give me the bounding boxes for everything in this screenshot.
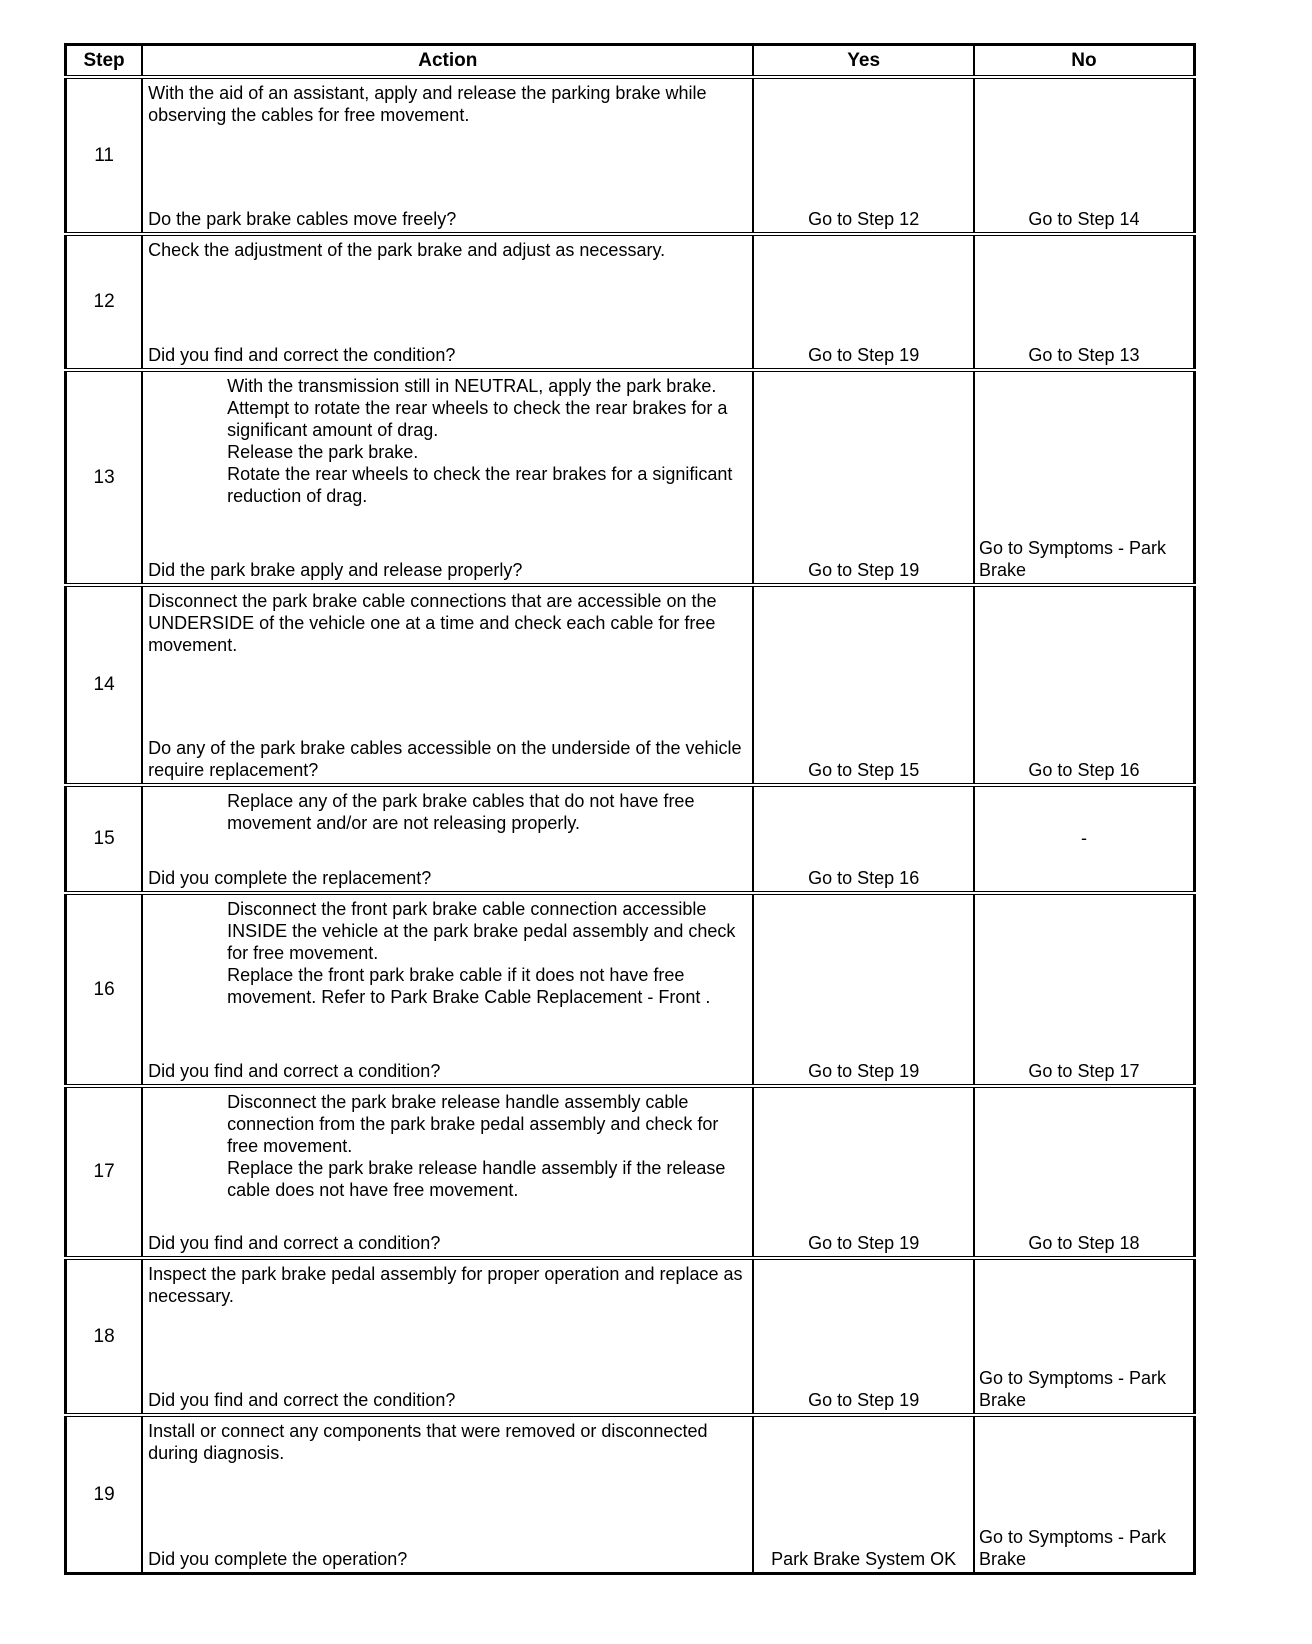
step-number: 18	[66, 1258, 143, 1415]
header-row	[66, 45, 1195, 78]
table-row	[66, 785, 1195, 893]
action-text: Disconnect the front park brake cable connection accessible INSIDE the vehicle at the park brake pedal assembly and check for free movement.	[227, 899, 736, 963]
no-result: Go to Symptoms - Park Brake	[978, 538, 1166, 580]
action-text: Rotate the rear wheels to check the rear brakes for a significant reduction of drag.	[227, 464, 733, 506]
no-result: Go to Step 13	[1028, 345, 1140, 365]
action-text: With the aid of an assistant, apply and release the parking brake while observing the cables for free movement.	[148, 83, 707, 125]
table-row	[66, 1415, 1195, 1574]
action-intro	[148, 590, 748, 656]
action-intro	[148, 82, 748, 126]
action-text: Attempt to rotate the rear wheels to check the rear brakes for a significant amount of drag.	[227, 398, 728, 440]
yes-cell	[753, 785, 974, 893]
table-row	[66, 77, 1195, 234]
no-result: Go to Step 18	[1028, 1233, 1140, 1253]
table-row	[66, 370, 1195, 585]
action-intro	[148, 1263, 748, 1307]
no-result: Go to Symptoms - Park Brake	[978, 1527, 1166, 1569]
table-row	[66, 1258, 1195, 1415]
step-number: 13	[66, 370, 143, 585]
step-number: 15	[66, 785, 143, 893]
action-cell	[142, 893, 753, 1086]
action-question: Did you complete the replacement?	[148, 868, 432, 888]
action-cell	[142, 234, 753, 370]
diagnostic-table	[64, 43, 1196, 1575]
action-cell	[142, 1415, 753, 1574]
header-step: Step	[66, 45, 143, 78]
step-number: 19	[66, 1415, 143, 1574]
action-text: Replace the front park brake cable if it does not have free movement. Refer to Park Brake Cable Replacement - Front .	[227, 965, 711, 1007]
yes-cell	[753, 77, 974, 234]
yes-result: Go to Step 16	[808, 868, 920, 888]
action-question: Did you find and correct a condition?	[148, 1233, 441, 1253]
action-intro	[148, 790, 748, 834]
step-number: 11	[66, 77, 143, 234]
step-number: 12	[66, 234, 143, 370]
header-no: No	[974, 45, 1195, 78]
action-question: Did the park brake apply and release properly?	[148, 560, 523, 580]
action-text: Replace any of the park brake cables that do not have free movement and/or are not releasing properly.	[227, 791, 695, 833]
table-row	[66, 234, 1195, 370]
action-question: Do any of the park brake cables accessible on the underside of the vehicle require replacement?	[148, 738, 742, 780]
action-text: Inspect the park brake pedal assembly for proper operation and replace as necessary.	[148, 1264, 743, 1306]
table-row	[66, 1086, 1195, 1258]
action-question: Did you find and correct a condition?	[148, 1061, 441, 1081]
action-text: Check the adjustment of the park brake and adjust as necessary.	[148, 240, 666, 260]
action-text: With the transmission still in NEUTRAL, apply the park brake.	[227, 376, 717, 396]
yes-result: Go to Step 19	[808, 345, 920, 365]
action-question: Did you complete the operation?	[148, 1549, 408, 1569]
no-result: Go to Step 16	[1028, 760, 1140, 780]
action-intro	[148, 1420, 748, 1464]
step-number: 14	[66, 585, 143, 785]
no-cell	[974, 585, 1195, 785]
action-cell	[142, 785, 753, 893]
yes-cell	[753, 1258, 974, 1415]
no-cell	[974, 370, 1195, 585]
no-cell	[974, 1415, 1195, 1574]
yes-result: Go to Step 19	[808, 1233, 920, 1253]
no-result: Go to Symptoms - Park Brake	[978, 1368, 1166, 1410]
table-row	[66, 893, 1195, 1086]
action-intro	[148, 898, 748, 1008]
yes-result: Park Brake System OK	[771, 1549, 957, 1569]
action-question: Did you find and correct the condition?	[148, 1390, 456, 1410]
yes-result: Go to Step 12	[808, 209, 920, 229]
no-result: Go to Step 17	[1028, 1061, 1140, 1081]
action-text: Disconnect the park brake release handle assembly cable connection from the park brake pedal assembly and check for free movement.	[227, 1092, 719, 1156]
no-cell	[974, 1258, 1195, 1415]
action-cell	[142, 1258, 753, 1415]
yes-result: Go to Step 19	[808, 1061, 920, 1081]
action-intro	[148, 239, 748, 261]
table-row	[66, 585, 1195, 785]
action-cell	[142, 77, 753, 234]
no-result: -	[1080, 828, 1087, 848]
yes-cell	[753, 234, 974, 370]
no-cell	[974, 785, 1195, 893]
no-result: Go to Step 14	[1028, 209, 1140, 229]
action-question: Do the park brake cables move freely?	[148, 209, 457, 229]
step-number: 16	[66, 893, 143, 1086]
no-cell	[974, 77, 1195, 234]
yes-cell	[753, 370, 974, 585]
yes-cell	[753, 585, 974, 785]
action-intro	[148, 1091, 748, 1201]
header-yes: Yes	[753, 45, 974, 78]
yes-result: Go to Step 19	[808, 560, 920, 580]
action-text: Replace the park brake release handle assembly if the release cable does not have free movement.	[227, 1158, 726, 1200]
yes-result: Go to Step 19	[808, 1390, 920, 1410]
action-question: Did you find and correct the condition?	[148, 345, 456, 365]
header-action: Action	[142, 45, 753, 78]
action-cell	[142, 370, 753, 585]
action-intro	[148, 375, 748, 507]
no-cell	[974, 234, 1195, 370]
yes-cell	[753, 1415, 974, 1574]
action-text: Disconnect the park brake cable connections that are accessible on the UNDERSIDE of the vehicle one at a time and check each cable for free movement.	[148, 591, 717, 655]
no-cell	[974, 893, 1195, 1086]
action-cell	[142, 585, 753, 785]
action-text: Release the park brake.	[227, 442, 419, 462]
yes-result: Go to Step 15	[808, 760, 920, 780]
step-number: 17	[66, 1086, 143, 1258]
yes-cell	[753, 1086, 974, 1258]
yes-cell	[753, 893, 974, 1086]
no-cell	[974, 1086, 1195, 1258]
action-text: Install or connect any components that were removed or disconnected during diagnosis.	[148, 1421, 708, 1463]
action-cell	[142, 1086, 753, 1258]
